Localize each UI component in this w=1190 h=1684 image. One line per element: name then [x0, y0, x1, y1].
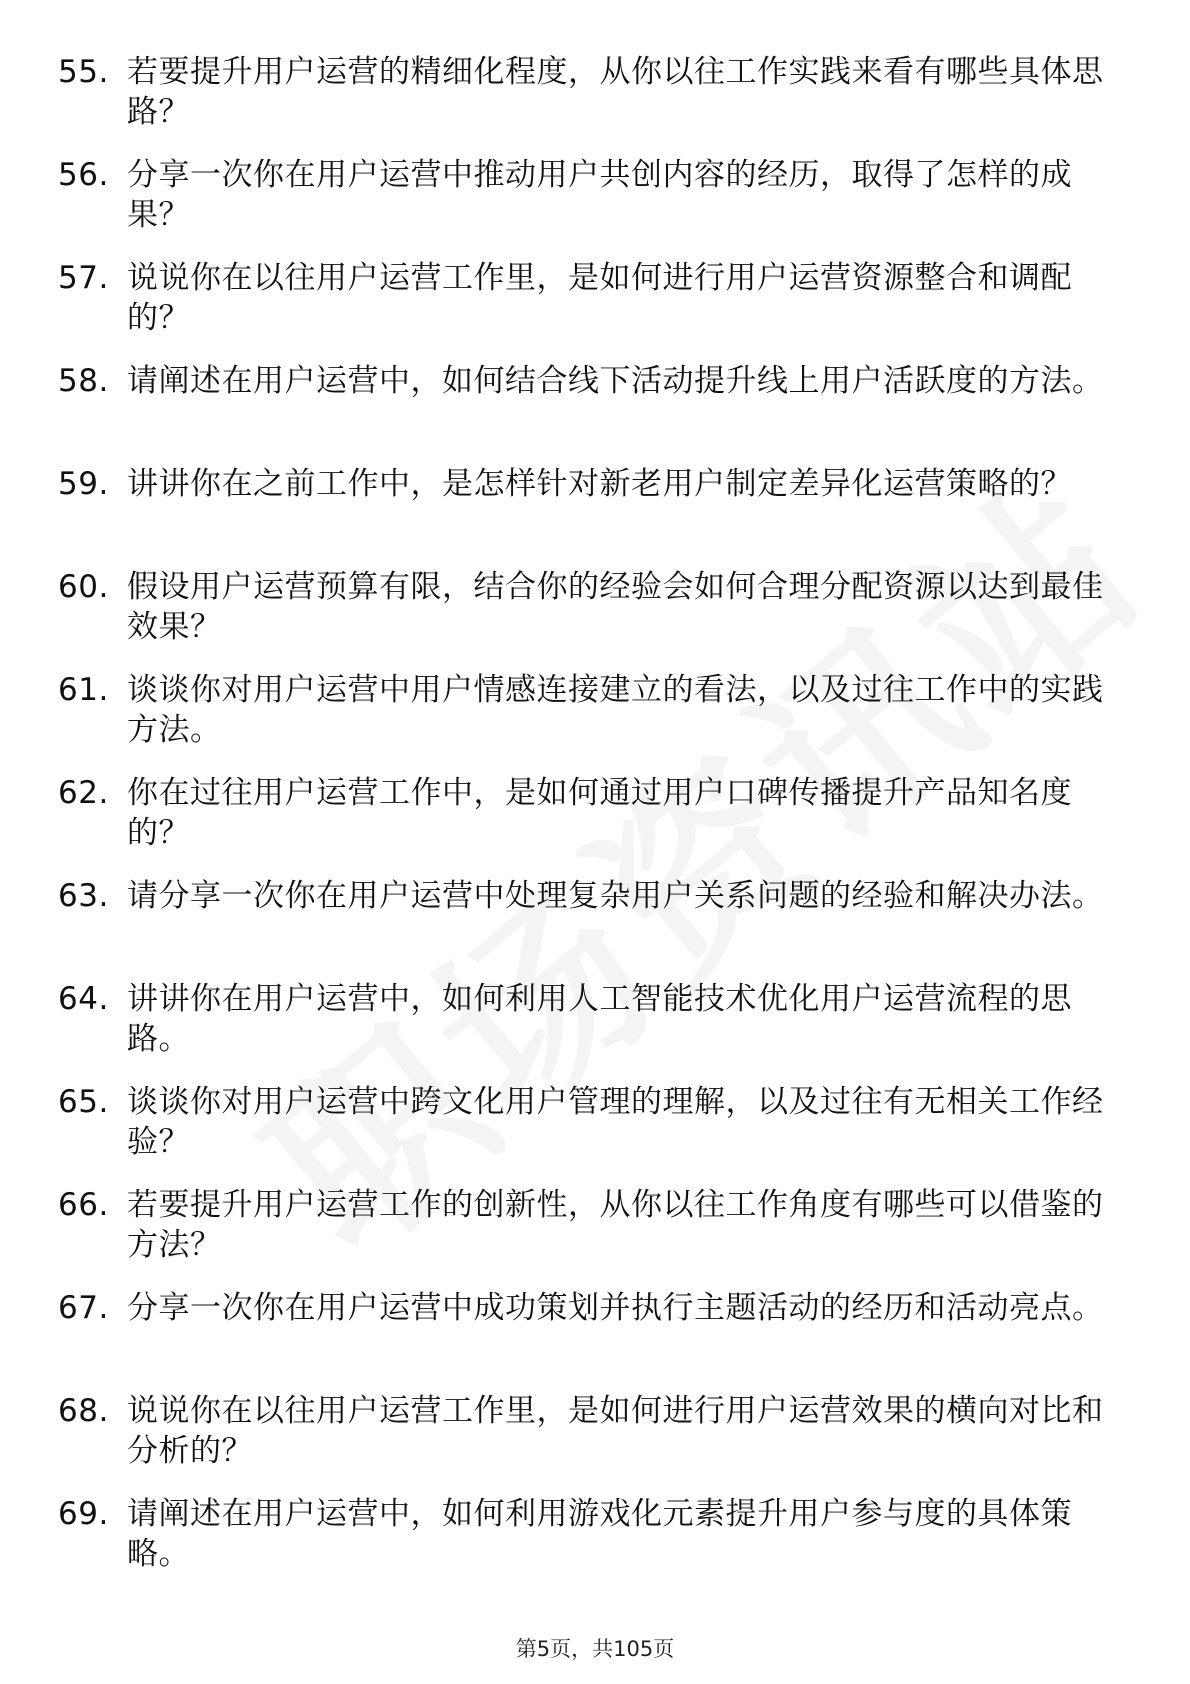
question-text: 谈谈你对用户运营中用户情感连接建立的看法，以及过往工作中的实践方法。	[127, 672, 1104, 748]
question-text: 说说你在以往用户运营工作里，是如何进行用户运营效果的横向对比和分析的？	[127, 1393, 1104, 1469]
question-text: 分享一次你在用户运营中推动用户共创内容的经历，取得了怎样的成果？	[127, 157, 1072, 233]
question-item	[0, 876, 1190, 979]
question-item	[0, 773, 1190, 876]
question-item	[0, 979, 1190, 1082]
question-number: 61.	[58, 672, 109, 708]
question-text: 讲讲你在用户运营中，如何利用人工智能技术优化用户运营流程的思路。	[127, 981, 1072, 1057]
question-number: 57.	[58, 260, 109, 296]
question-number: 69.	[58, 1496, 109, 1532]
question-text: 你在过往用户运营工作中，是如何通过用户口碑传播提升产品知名度的？	[127, 775, 1072, 851]
question-text: 分享一次你在用户运营中成功策划并执行主题活动的经历和活动亮点。	[127, 1290, 1104, 1326]
question-number: 64.	[58, 981, 109, 1017]
question-item	[0, 1494, 1190, 1597]
question-number: 60.	[58, 569, 109, 605]
question-text: 若要提升用户运营的精细化程度，从你以往工作实践来看有哪些具体思路？	[127, 54, 1104, 130]
page-footer: 第5页，共105页	[515, 1637, 675, 1661]
question-item	[0, 361, 1190, 464]
question-text: 若要提升用户运营工作的创新性，从你以往工作角度有哪些可以借鉴的方法？	[127, 1187, 1104, 1263]
question-number: 63.	[58, 878, 109, 914]
question-text: 请分享一次你在用户运营中处理复杂用户关系问题的经验和解决办法。	[127, 878, 1104, 914]
question-item	[0, 1185, 1190, 1288]
question-item	[0, 670, 1190, 773]
question-text: 讲讲你在之前工作中，是怎样针对新老用户制定差异化运营策略的？	[127, 466, 1072, 502]
question-number: 55.	[58, 54, 109, 90]
question-text: 谈谈你对用户运营中跨文化用户管理的理解，以及过往有无相关工作经验？	[127, 1084, 1104, 1160]
question-item	[0, 52, 1190, 155]
question-list	[0, 52, 1190, 1597]
question-number: 62.	[58, 775, 109, 811]
question-number: 58.	[58, 363, 109, 399]
question-text: 请阐述在用户运营中，如何利用游戏化元素提升用户参与度的具体策略。	[127, 1496, 1072, 1572]
question-number: 65.	[58, 1084, 109, 1120]
question-item	[0, 155, 1190, 258]
question-text: 说说你在以往用户运营工作里，是如何进行用户运营资源整合和调配的？	[127, 260, 1072, 336]
question-text: 请阐述在用户运营中，如何结合线下活动提升线上用户活跃度的方法。	[127, 363, 1104, 399]
question-item	[0, 1288, 1190, 1391]
question-number: 67.	[58, 1290, 109, 1326]
question-number: 68.	[58, 1393, 109, 1429]
question-item	[0, 1082, 1190, 1185]
question-number: 59.	[58, 466, 109, 502]
question-item	[0, 1391, 1190, 1494]
question-item	[0, 464, 1190, 567]
question-number: 66.	[58, 1187, 109, 1223]
question-item	[0, 567, 1190, 670]
question-item	[0, 258, 1190, 361]
question-text: 假设用户运营预算有限，结合你的经验会如何合理分配资源以达到最佳效果？	[127, 569, 1104, 645]
question-number: 56.	[58, 157, 109, 193]
